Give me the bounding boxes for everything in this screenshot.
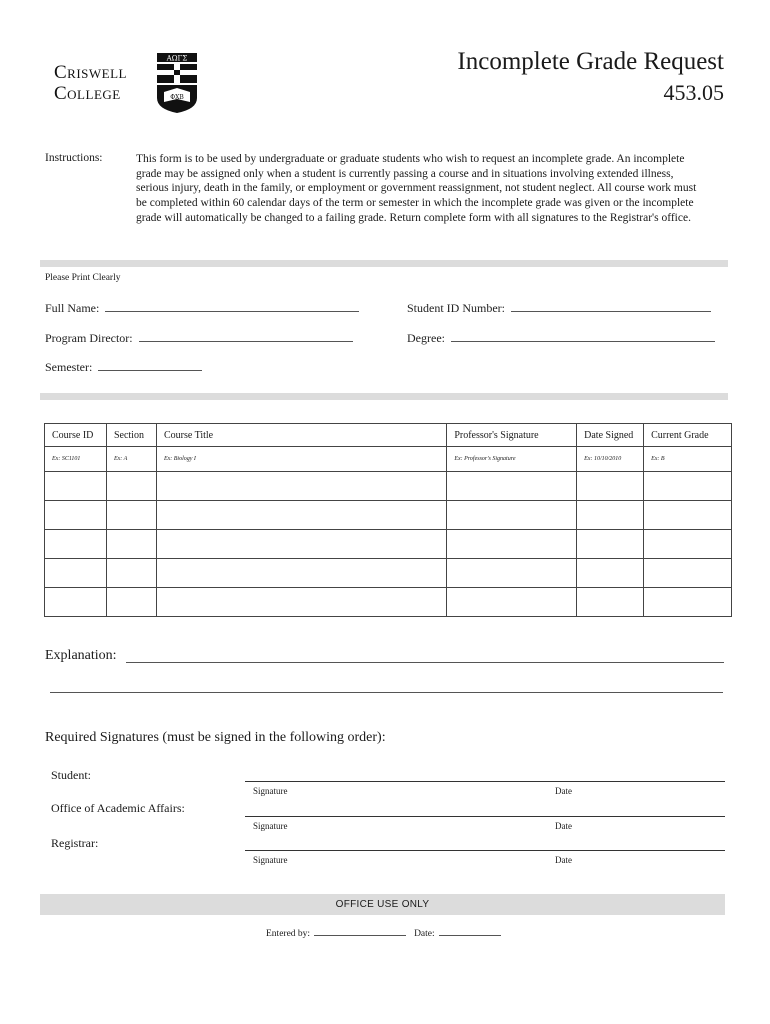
table-cell[interactable] bbox=[447, 559, 577, 588]
table-cell[interactable] bbox=[447, 472, 577, 501]
table-cell[interactable] bbox=[577, 472, 644, 501]
section-divider bbox=[40, 393, 728, 400]
table-row bbox=[45, 501, 732, 530]
header-professor-signature: Professor's Signature bbox=[447, 424, 577, 447]
table-cell[interactable] bbox=[45, 588, 107, 617]
table-cell[interactable] bbox=[577, 530, 644, 559]
example-course-id: Ex: SC1101 bbox=[45, 447, 107, 472]
office-date-input-line[interactable] bbox=[439, 927, 501, 936]
table-cell[interactable] bbox=[156, 559, 446, 588]
explanation-label: Explanation: bbox=[45, 648, 117, 663]
table-cell[interactable] bbox=[156, 472, 446, 501]
table-cell[interactable] bbox=[106, 588, 156, 617]
full-name-input-line[interactable] bbox=[105, 302, 359, 312]
logo-line-2: College bbox=[54, 83, 121, 104]
semester-label: Semester: bbox=[45, 360, 93, 374]
instructions-label: Instructions: bbox=[45, 152, 103, 164]
table-cell[interactable] bbox=[106, 559, 156, 588]
table-cell[interactable] bbox=[447, 588, 577, 617]
header-date-signed: Date Signed bbox=[577, 424, 644, 447]
explanation-input-line[interactable] bbox=[50, 692, 723, 693]
table-cell[interactable] bbox=[156, 501, 446, 530]
degree-input-line[interactable] bbox=[451, 332, 715, 342]
program-director-input-line[interactable] bbox=[139, 332, 353, 342]
table-header-row bbox=[45, 424, 732, 447]
table-row bbox=[45, 530, 732, 559]
section-divider bbox=[40, 260, 728, 267]
table-cell[interactable] bbox=[644, 559, 732, 588]
program-director-label: Program Director: bbox=[45, 331, 133, 345]
header-course-id: Course ID bbox=[45, 424, 107, 447]
example-course-title: Ex: Biology I bbox=[156, 447, 446, 472]
semester-field[interactable] bbox=[45, 360, 202, 375]
example-professor-signature: Ex: Professor's Signature bbox=[447, 447, 577, 472]
student-date-caption: Date bbox=[555, 786, 572, 796]
academic-affairs-date-caption: Date bbox=[555, 821, 572, 831]
form-number: 453.05 bbox=[663, 80, 724, 105]
table-cell[interactable] bbox=[106, 472, 156, 501]
logo-line-1: Criswell bbox=[54, 62, 127, 83]
table-cell[interactable] bbox=[644, 472, 732, 501]
full-name-label: Full Name: bbox=[45, 301, 100, 315]
student-id-input-line[interactable] bbox=[511, 302, 711, 312]
table-row bbox=[45, 559, 732, 588]
example-current-grade: Ex: B bbox=[644, 447, 732, 472]
table-cell[interactable] bbox=[45, 501, 107, 530]
table-cell[interactable] bbox=[156, 588, 446, 617]
form-title: Incomplete Grade Request bbox=[457, 48, 724, 75]
instructions-text: This form is to be used by undergraduate or graduate students who wish to request an incomplete grade. An incomplete grade may be assigned only when a student is currently passing a course and in situations involving extended illness, serious injury, death in the family, or employment or government reassignment, not student neglect. All course work must be completed within 60 calendar days of the term or semester in which the incomplete grade was given or the incomplete grade will automatically be changed to a failing grade. Return complete form with all signatures to the Registrar's office. bbox=[136, 153, 697, 224]
table-cell[interactable] bbox=[45, 472, 107, 501]
table-cell[interactable] bbox=[106, 501, 156, 530]
registrar-signature-caption: Signature bbox=[253, 855, 288, 865]
table-cell[interactable] bbox=[644, 530, 732, 559]
entered-by-label: Entered by: bbox=[266, 929, 311, 939]
academic-affairs-signature-line[interactable] bbox=[245, 816, 725, 817]
example-date-signed: Ex: 10/10/2010 bbox=[577, 447, 644, 472]
table-cell[interactable] bbox=[644, 501, 732, 530]
table-row bbox=[45, 472, 732, 501]
table-row-example bbox=[45, 447, 732, 472]
table-cell[interactable] bbox=[45, 530, 107, 559]
crest-upper-letters: ΑΩΓΣ bbox=[166, 54, 188, 63]
header-current-grade: Current Grade bbox=[644, 424, 732, 447]
crest-lower-letters: ΦΧΒ bbox=[170, 94, 184, 101]
office-use-entry bbox=[266, 927, 509, 939]
college-logo-text bbox=[54, 62, 127, 104]
degree-field[interactable] bbox=[407, 331, 715, 346]
table-cell[interactable] bbox=[156, 530, 446, 559]
header-section: Section bbox=[106, 424, 156, 447]
college-crest-icon bbox=[156, 52, 198, 114]
student-id-label: Student ID Number: bbox=[407, 301, 505, 315]
required-signatures-heading: Required Signatures (must be signed in the following order): bbox=[45, 730, 386, 745]
course-table bbox=[44, 423, 732, 617]
table-cell[interactable] bbox=[577, 588, 644, 617]
entered-by-input-line[interactable] bbox=[314, 927, 406, 936]
print-clearly-note: Please Print Clearly bbox=[45, 273, 121, 283]
table-cell[interactable] bbox=[577, 501, 644, 530]
degree-label: Degree: bbox=[407, 331, 445, 345]
full-name-field[interactable] bbox=[45, 301, 359, 316]
table-cell[interactable] bbox=[644, 588, 732, 617]
table-cell[interactable] bbox=[106, 530, 156, 559]
program-director-field[interactable] bbox=[45, 331, 353, 346]
office-date-label: Date: bbox=[414, 929, 435, 939]
table-cell[interactable] bbox=[447, 501, 577, 530]
student-id-field[interactable] bbox=[407, 301, 711, 316]
registrar-date-caption: Date bbox=[555, 855, 572, 865]
semester-input-line[interactable] bbox=[98, 361, 202, 371]
table-cell[interactable] bbox=[577, 559, 644, 588]
header-course-title: Course Title bbox=[156, 424, 446, 447]
table-cell[interactable] bbox=[45, 559, 107, 588]
office-use-only-bar: OFFICE USE ONLY bbox=[40, 894, 725, 915]
academic-affairs-signature-label: Office of Academic Affairs: bbox=[51, 801, 185, 815]
registrar-signature-label: Registrar: bbox=[51, 836, 99, 850]
student-signature-label: Student: bbox=[51, 768, 92, 782]
student-signature-caption: Signature bbox=[253, 786, 288, 796]
table-row bbox=[45, 588, 732, 617]
academic-affairs-signature-caption: Signature bbox=[253, 821, 288, 831]
student-signature-line[interactable] bbox=[245, 781, 725, 782]
example-section: Ex: A bbox=[106, 447, 156, 472]
table-cell[interactable] bbox=[447, 530, 577, 559]
explanation-input-line[interactable] bbox=[126, 662, 724, 663]
registrar-signature-line[interactable] bbox=[245, 850, 725, 851]
